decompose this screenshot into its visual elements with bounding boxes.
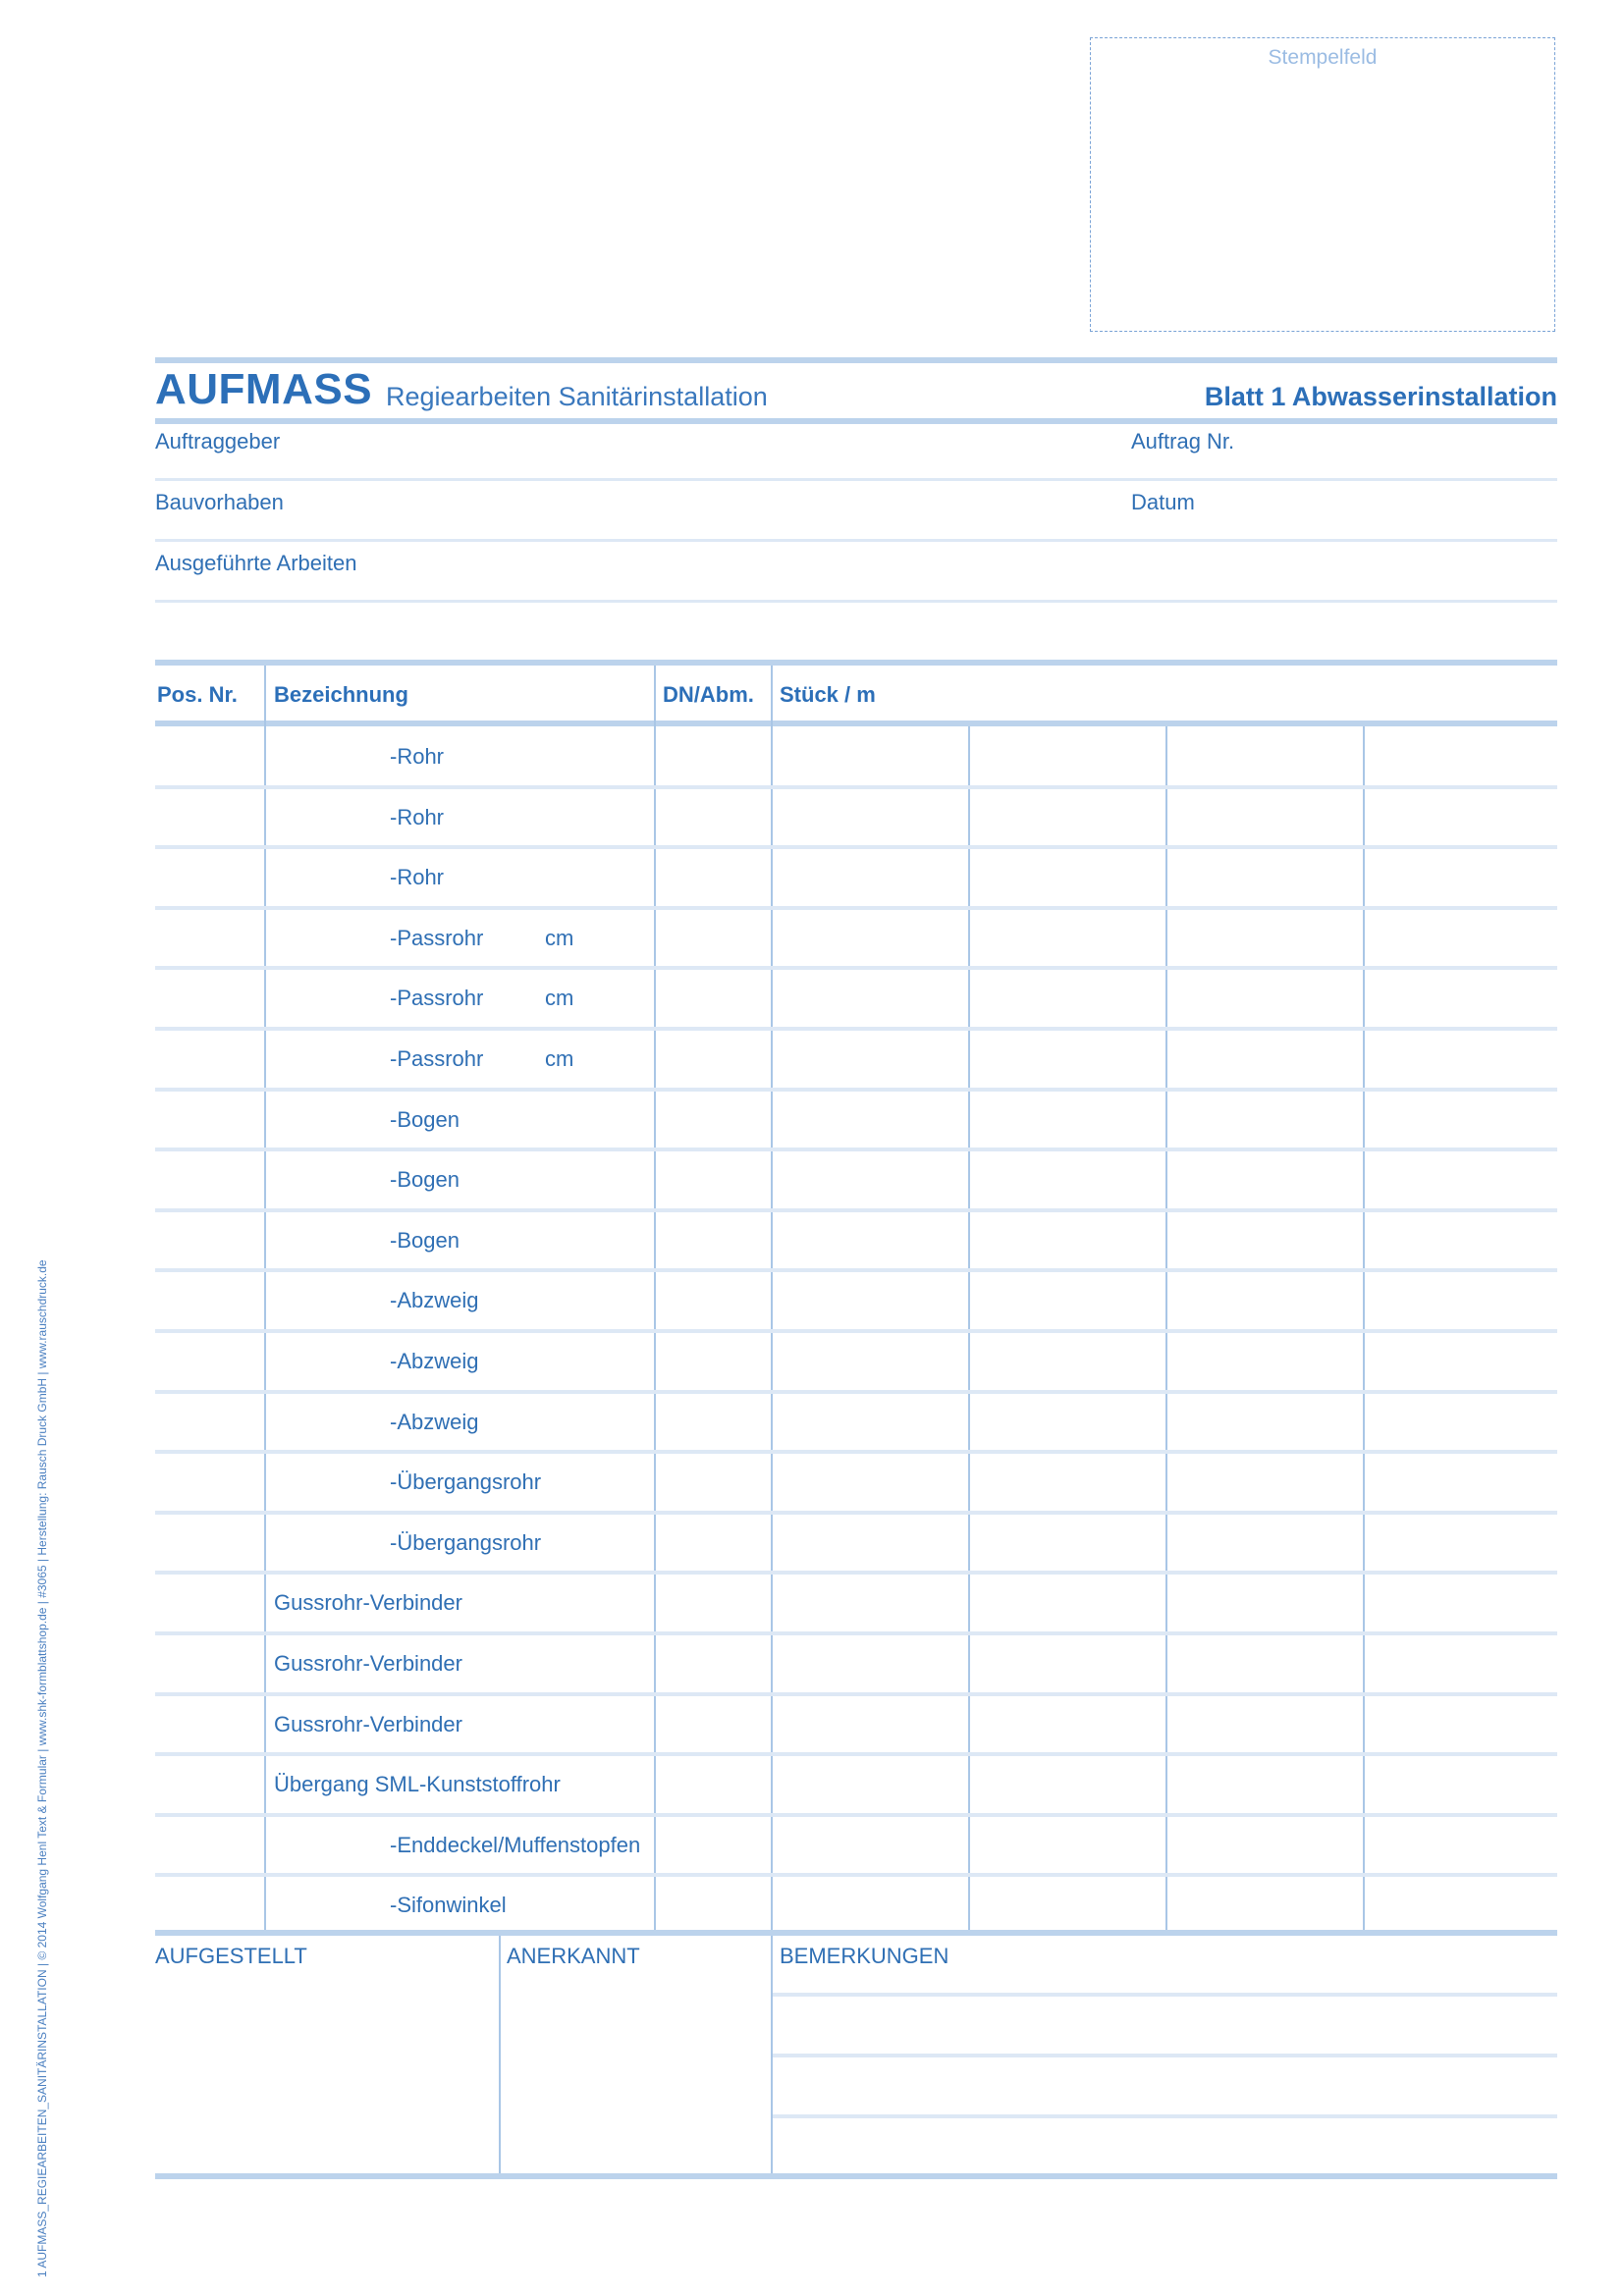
row-description: -Bogen — [390, 1167, 460, 1193]
table-row-line[interactable] — [155, 1511, 1557, 1515]
remarks-line-3[interactable] — [773, 2114, 1557, 2118]
field-label-auftrag-nr: Auftrag Nr. — [1131, 429, 1235, 454]
row-description: Gussrohr-Verbinder — [274, 1590, 462, 1616]
table-row-line[interactable] — [155, 1450, 1557, 1454]
row-unit: cm — [545, 925, 574, 950]
row-description: Übergang SML-Kunststoffrohr — [274, 1772, 561, 1797]
table-row-line[interactable] — [155, 785, 1557, 789]
footer-divider-1 — [499, 1936, 501, 2173]
table-row-line[interactable] — [155, 1692, 1557, 1696]
column-header-pos: Pos. Nr. — [157, 682, 238, 707]
field-label-datum: Datum — [1131, 490, 1195, 514]
column-divider-bezeichnung — [654, 666, 656, 1930]
remarks-line-2[interactable] — [773, 2054, 1557, 2057]
page-title: AUFMASS — [155, 365, 373, 413]
sheet-title: Blatt 1 Abwasserinstallation — [1204, 382, 1557, 411]
stamp-field-label: Stempelfeld — [1268, 46, 1378, 69]
footer-label-aufgestellt: AUFGESTELLT — [155, 1944, 307, 1968]
header-top-rule — [155, 357, 1557, 363]
footer-bottom-rule — [155, 2173, 1557, 2179]
row-description: -Enddeckel/Muffenstopfen — [390, 1832, 641, 1857]
row-description: -Passrohr — [390, 1046, 484, 1071]
row-description: -Passrohr — [390, 925, 484, 950]
row-description: -Rohr — [390, 804, 445, 829]
row-description: -Rohr — [390, 865, 445, 890]
remarks-line-1[interactable] — [773, 1993, 1557, 1997]
row-unit: cm — [545, 1046, 574, 1071]
sidebar-imprint: 1 AUFMASS_REGIEARBEITEN_SANITÄRINSTALLATION | © 2014 Wolfgang Henl Text & Formular | www.shk-formblattshop.de | #3065 | Herstellung: Rausch Druck GmbH | www.rauschdruck.de — [35, 1259, 49, 2277]
table-row-line[interactable] — [155, 1813, 1557, 1817]
column-divider-pos — [264, 666, 266, 1930]
field-line-1[interactable] — [155, 478, 1557, 481]
table-row-line[interactable] — [155, 1268, 1557, 1272]
footer-label-bemerkungen: BEMERKUNGEN — [780, 1944, 949, 1968]
row-description: -Abzweig — [390, 1349, 479, 1373]
row-description: -Bogen — [390, 1106, 460, 1132]
table-row-line[interactable] — [155, 1329, 1557, 1333]
row-description: -Passrohr — [390, 986, 484, 1011]
row-description: Gussrohr-Verbinder — [274, 1651, 462, 1676]
row-description: -Übergangsrohr — [390, 1469, 542, 1495]
table-row-line[interactable] — [155, 845, 1557, 849]
column-header-dn: DN/Abm. — [663, 682, 754, 707]
table-row-line[interactable] — [155, 906, 1557, 910]
table-row-line[interactable] — [155, 1148, 1557, 1151]
row-description: Gussrohr-Verbinder — [274, 1711, 462, 1736]
row-unit: cm — [545, 986, 574, 1011]
header-bottom-rule — [155, 418, 1557, 424]
field-label-ausgefuehrte-arbeiten: Ausgeführte Arbeiten — [155, 551, 357, 575]
row-description: -Bogen — [390, 1227, 460, 1253]
table-row-line[interactable] — [155, 1027, 1557, 1031]
table-row-line[interactable] — [155, 1873, 1557, 1877]
row-description: -Sifonwinkel — [390, 1893, 507, 1918]
row-description: -Abzweig — [390, 1409, 479, 1434]
page-subtitle: Regiearbeiten Sanitärinstallation — [386, 382, 768, 411]
field-label-bauvorhaben: Bauvorhaben — [155, 490, 284, 514]
footer-top-rule — [155, 1930, 1557, 1936]
field-line-3[interactable] — [155, 600, 1557, 603]
table-row-line[interactable] — [155, 1088, 1557, 1092]
table-row-line[interactable] — [155, 1631, 1557, 1635]
table-row-line[interactable] — [155, 1571, 1557, 1575]
column-header-bezeichnung: Bezeichnung — [274, 682, 408, 707]
field-label-auftraggeber: Auftraggeber — [155, 429, 281, 454]
footer-label-anerkannt: ANERKANNT — [507, 1944, 640, 1968]
field-line-2[interactable] — [155, 539, 1557, 542]
table-top-rule — [155, 660, 1557, 666]
table-row-line[interactable] — [155, 1208, 1557, 1212]
row-description: -Übergangsrohr — [390, 1529, 542, 1555]
row-description: -Abzweig — [390, 1288, 479, 1313]
table-row-line[interactable] — [155, 966, 1557, 970]
table-row-line[interactable] — [155, 1752, 1557, 1756]
row-description: -Rohr — [390, 744, 445, 769]
column-divider-dn — [771, 666, 773, 1930]
table-row-line[interactable] — [155, 1390, 1557, 1394]
stamp-field — [1090, 37, 1555, 332]
table-header-rule — [155, 721, 1557, 726]
column-header-stueck: Stück / m — [780, 682, 876, 707]
